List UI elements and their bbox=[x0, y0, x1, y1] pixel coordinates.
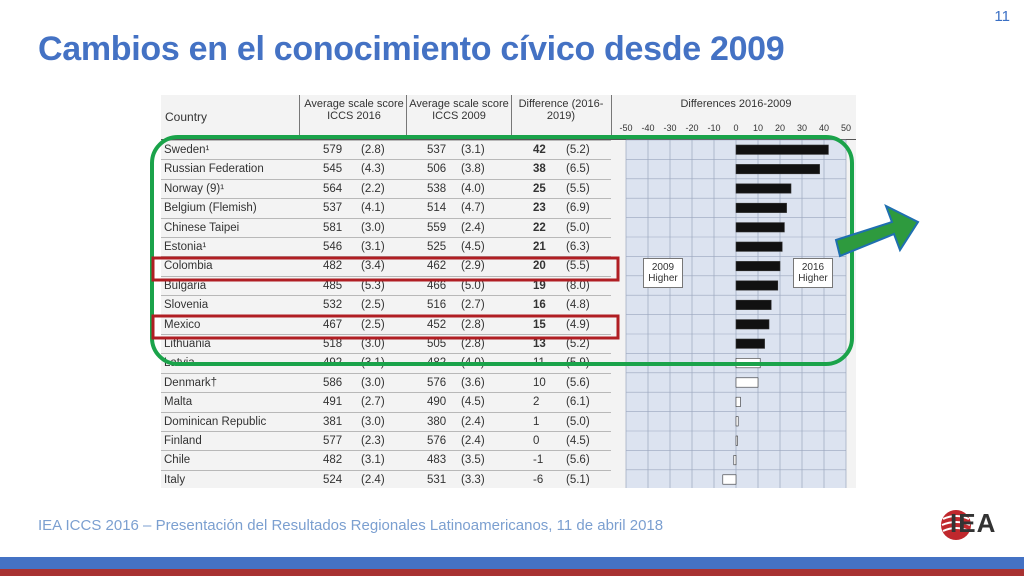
header-score-2016: Average scale score ICCS 2016 bbox=[304, 98, 404, 122]
se-difference-cell: (5.5) bbox=[566, 260, 590, 273]
x-tick-label: 30 bbox=[796, 123, 808, 133]
difference-cell: 16 bbox=[533, 299, 546, 312]
se-2009-cell: (2.4) bbox=[461, 435, 485, 447]
slide-number: 11 bbox=[994, 8, 1010, 25]
country-cell: Belgium (Flemish) bbox=[164, 202, 257, 215]
se-difference-cell: (5.2) bbox=[566, 144, 590, 156]
legend-2009-higher: 2009 Higher bbox=[643, 258, 683, 288]
country-cell: Mexico bbox=[164, 318, 201, 331]
bottom-bar-red bbox=[0, 569, 1024, 576]
se-difference-cell: (5.1) bbox=[566, 473, 590, 486]
score-2009-cell: 576 bbox=[427, 435, 447, 447]
score-2016-cell: 482 bbox=[323, 454, 343, 467]
x-tick-label: -40 bbox=[641, 123, 655, 133]
header-differences-chart: Differences 2016-2009 bbox=[680, 98, 792, 110]
se-2016-cell: (2.4) bbox=[361, 473, 385, 486]
x-tick-label: -10 bbox=[707, 123, 721, 133]
bottom-bar-blue bbox=[0, 557, 1024, 569]
score-2016-cell: 532 bbox=[323, 299, 343, 312]
country-cell: Norway (9)¹ bbox=[164, 182, 225, 195]
score-2009-cell: 482 bbox=[427, 357, 447, 370]
country-cell: Sweden¹ bbox=[164, 144, 210, 156]
se-2016-cell: (2.2) bbox=[361, 182, 385, 195]
score-2016-cell: 581 bbox=[323, 221, 343, 234]
se-2009-cell: (2.9) bbox=[461, 260, 485, 273]
se-2009-cell: (3.3) bbox=[461, 473, 485, 486]
se-2016-cell: (2.5) bbox=[361, 318, 385, 331]
country-cell: Denmark† bbox=[164, 376, 218, 389]
score-2009-cell: 466 bbox=[427, 279, 447, 292]
country-cell: Malta bbox=[164, 396, 193, 409]
score-2009-cell: 490 bbox=[427, 396, 447, 409]
se-difference-cell: (6.1) bbox=[566, 396, 590, 409]
difference-cell: 19 bbox=[533, 279, 546, 292]
score-2016-cell: 485 bbox=[323, 279, 343, 292]
x-tick-label: 20 bbox=[774, 123, 786, 133]
se-2009-cell: (3.8) bbox=[461, 163, 485, 176]
se-difference-cell: (8.0) bbox=[566, 279, 590, 292]
country-cell: Russian Federation bbox=[164, 163, 264, 176]
se-2009-cell: (5.0) bbox=[461, 279, 485, 292]
country-cell: Slovenia bbox=[164, 299, 209, 312]
score-2016-cell: 491 bbox=[323, 396, 343, 409]
header-country: Country bbox=[165, 110, 208, 124]
se-2016-cell: (2.5) bbox=[361, 299, 385, 312]
x-tick-label: -50 bbox=[619, 123, 633, 133]
difference-cell: 23 bbox=[533, 202, 546, 215]
slide-title: Cambios en el conocimiento cívico desde 2009 bbox=[38, 30, 785, 68]
se-2016-cell: (5.3) bbox=[361, 279, 385, 292]
se-2016-cell: (2.8) bbox=[361, 144, 385, 156]
country-cell: Colombia bbox=[164, 260, 213, 273]
se-difference-cell: (5.6) bbox=[566, 454, 590, 467]
score-2009-cell: 506 bbox=[427, 163, 447, 176]
difference-cell: 10 bbox=[533, 376, 546, 389]
score-2016-cell: 579 bbox=[323, 144, 343, 156]
score-2009-cell: 516 bbox=[427, 299, 447, 312]
score-2016-cell: 524 bbox=[323, 473, 343, 486]
difference-cell: 15 bbox=[533, 318, 546, 331]
score-2009-cell: 483 bbox=[427, 454, 447, 467]
score-2016-cell: 546 bbox=[323, 241, 343, 253]
score-2016-cell: 381 bbox=[323, 415, 343, 428]
se-2016-cell: (3.0) bbox=[361, 338, 385, 350]
se-2016-cell: (3.1) bbox=[361, 454, 385, 467]
difference-cell: 1 bbox=[533, 415, 540, 428]
se-difference-cell: (5.0) bbox=[566, 415, 590, 428]
arrow-icon bbox=[836, 206, 918, 256]
x-tick-label: 50 bbox=[840, 123, 852, 133]
se-difference-cell: (6.9) bbox=[566, 202, 590, 215]
score-2016-cell: 586 bbox=[323, 376, 343, 389]
country-cell: Chinese Taipei bbox=[164, 221, 240, 234]
se-difference-cell: (5.5) bbox=[566, 182, 590, 195]
se-2009-cell: (2.4) bbox=[461, 415, 485, 428]
se-difference-cell: (5.0) bbox=[566, 221, 590, 234]
x-tick-label: -20 bbox=[685, 123, 699, 133]
se-2016-cell: (2.3) bbox=[361, 435, 385, 447]
score-2016-cell: 482 bbox=[323, 260, 343, 273]
se-2009-cell: (2.7) bbox=[461, 299, 485, 312]
se-2009-cell: (4.5) bbox=[461, 241, 485, 253]
se-2009-cell: (2.8) bbox=[461, 318, 485, 331]
se-2009-cell: (4.0) bbox=[461, 182, 485, 195]
score-2009-cell: 559 bbox=[427, 221, 447, 234]
score-2016-cell: 492 bbox=[323, 357, 343, 370]
se-2016-cell: (3.0) bbox=[361, 376, 385, 389]
x-tick-label: 10 bbox=[752, 123, 764, 133]
country-cell: Chile bbox=[164, 454, 191, 467]
score-2009-cell: 576 bbox=[427, 376, 447, 389]
se-2016-cell: (3.0) bbox=[361, 221, 385, 234]
se-2009-cell: (3.6) bbox=[461, 376, 485, 389]
score-2016-cell: 545 bbox=[323, 163, 343, 176]
legend-2016-higher: 2016 Higher bbox=[793, 258, 833, 288]
se-2016-cell: (3.0) bbox=[361, 415, 385, 428]
se-difference-cell: (6.5) bbox=[566, 163, 590, 176]
country-cell: Dominican Republic bbox=[164, 415, 267, 428]
score-2009-cell: 531 bbox=[427, 473, 447, 486]
se-2009-cell: (4.7) bbox=[461, 202, 485, 215]
se-2009-cell: (4.0) bbox=[461, 357, 485, 370]
se-2016-cell: (3.1) bbox=[361, 357, 385, 370]
mexico-highlight-box bbox=[153, 316, 618, 338]
se-difference-cell: (4.5) bbox=[566, 435, 590, 447]
difference-cell: 20 bbox=[533, 260, 546, 273]
difference-cell: 0 bbox=[533, 435, 540, 447]
difference-cell: 25 bbox=[533, 182, 546, 195]
se-2016-cell: (3.1) bbox=[361, 241, 385, 253]
country-cell: Italy bbox=[164, 473, 186, 486]
header-difference: Difference (2016-2019) bbox=[518, 98, 604, 122]
footer-text: IEA ICCS 2016 – Presentación del Resultados Regionales Latinoamericanos, 11 de abril 2018 bbox=[38, 517, 664, 534]
green-highlight-box bbox=[152, 137, 852, 364]
score-2009-cell: 514 bbox=[427, 202, 447, 215]
country-cell: Lithuania bbox=[164, 338, 211, 350]
score-2009-cell: 525 bbox=[427, 241, 447, 253]
country-cell: Bulgaria bbox=[164, 279, 207, 292]
score-2016-cell: 564 bbox=[323, 182, 343, 195]
difference-cell: 11 bbox=[533, 357, 545, 370]
score-2009-cell: 380 bbox=[427, 415, 447, 428]
se-difference-cell: (4.9) bbox=[566, 318, 590, 331]
se-2016-cell: (3.4) bbox=[361, 260, 385, 273]
se-2009-cell: (2.4) bbox=[461, 221, 485, 234]
se-2009-cell: (4.5) bbox=[461, 396, 485, 409]
score-2016-cell: 467 bbox=[323, 318, 343, 331]
se-2016-cell: (4.3) bbox=[361, 163, 385, 176]
score-2009-cell: 505 bbox=[427, 338, 447, 350]
se-2016-cell: (2.7) bbox=[361, 396, 385, 409]
x-tick-label: 0 bbox=[733, 123, 739, 133]
score-2016-cell: 577 bbox=[323, 435, 343, 447]
country-cell: Latvia bbox=[164, 357, 195, 370]
score-2016-cell: 518 bbox=[323, 338, 343, 350]
x-tick-label: 40 bbox=[818, 123, 830, 133]
country-cell: Estonia¹ bbox=[164, 241, 207, 253]
x-tick-label: -30 bbox=[663, 123, 677, 133]
difference-cell: 21 bbox=[533, 241, 546, 253]
se-difference-cell: (6.3) bbox=[566, 241, 590, 253]
difference-cell: 38 bbox=[533, 163, 546, 176]
difference-cell: 2 bbox=[533, 396, 540, 409]
se-difference-cell: (5.9) bbox=[566, 357, 590, 370]
se-2016-cell: (4.1) bbox=[361, 202, 385, 215]
score-2016-cell: 537 bbox=[323, 202, 343, 215]
header-score-2009: Average scale score ICCS 2009 bbox=[409, 98, 509, 122]
se-2009-cell: (2.8) bbox=[461, 338, 485, 350]
se-difference-cell: (5.6) bbox=[566, 376, 590, 389]
country-cell: Finland bbox=[164, 435, 202, 447]
score-2009-cell: 452 bbox=[427, 318, 447, 331]
difference-cell: -6 bbox=[533, 473, 544, 486]
difference-cell: 13 bbox=[533, 338, 546, 350]
colombia-highlight-box bbox=[153, 258, 618, 280]
iea-logo-text: IEA bbox=[950, 508, 997, 538]
se-2009-cell: (3.1) bbox=[461, 144, 485, 156]
score-2009-cell: 537 bbox=[427, 144, 447, 156]
score-2009-cell: 538 bbox=[427, 182, 447, 195]
se-difference-cell: (5.2) bbox=[566, 338, 590, 350]
difference-cell: -1 bbox=[533, 454, 544, 467]
se-2009-cell: (3.5) bbox=[461, 454, 485, 467]
score-2009-cell: 462 bbox=[427, 260, 447, 273]
difference-cell: 22 bbox=[533, 221, 546, 234]
se-difference-cell: (4.8) bbox=[566, 299, 590, 312]
difference-cell: 42 bbox=[533, 144, 546, 156]
